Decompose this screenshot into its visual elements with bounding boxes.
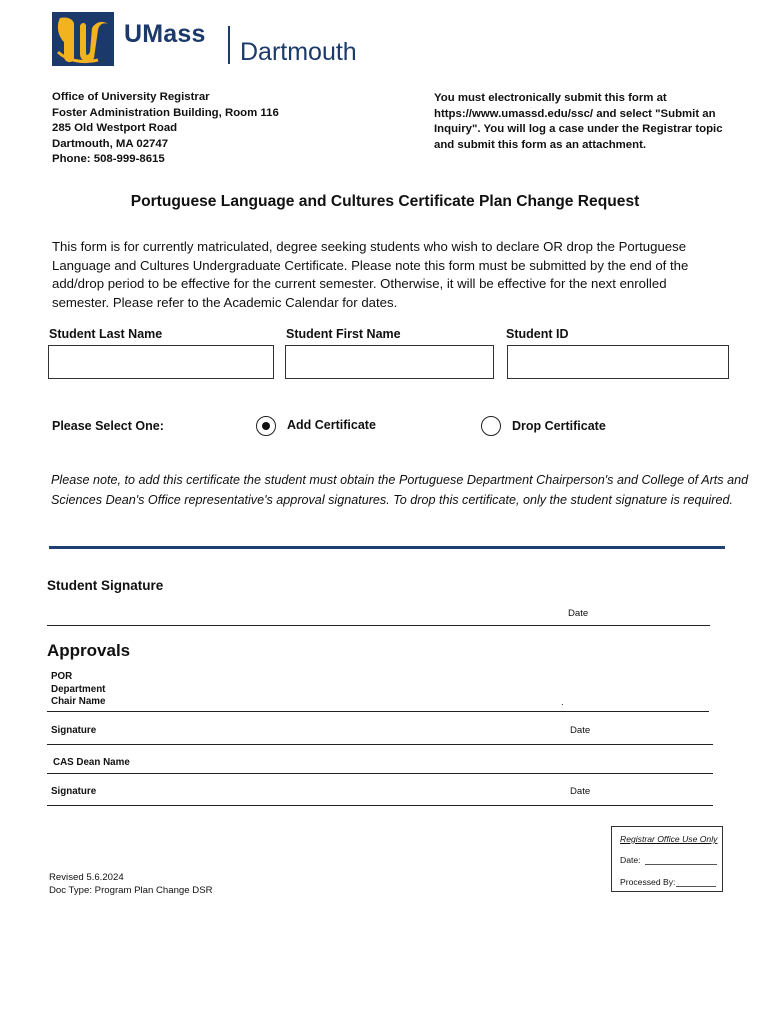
logo-campus-text: Dartmouth [240, 38, 357, 66]
student-id-label: Student ID [506, 327, 569, 341]
office-processed-line[interactable] [676, 886, 716, 887]
logo-umass-text: UMass [124, 20, 206, 48]
chair-signature-line[interactable] [47, 744, 713, 745]
registrar-address [52, 90, 279, 168]
office-processed-label: Processed By: [620, 877, 676, 887]
address-line: 285 Old Westport Road [52, 122, 178, 134]
por-label-line: Department [51, 683, 106, 695]
radio-selected-dot [262, 422, 270, 430]
office-use-title: Registrar Office Use Only [620, 834, 718, 844]
cas-signature-label: Signature [51, 786, 97, 797]
address-line: Foster Administration Building, Room 116 [52, 106, 279, 119]
add-certificate-label: Add Certificate [287, 418, 376, 432]
chair-signature-label: Signature [51, 725, 97, 736]
student-signature-heading: Student Signature [47, 578, 164, 593]
drop-certificate-radio[interactable] [481, 416, 501, 436]
chair-date-label: Date [570, 725, 591, 736]
first-name-field[interactable] [285, 345, 494, 379]
por-label-line: Chair Name [51, 696, 106, 707]
first-name-label: Student First Name [286, 327, 401, 341]
logo-divider [228, 26, 230, 64]
por-chair-label [51, 671, 105, 709]
chair-name-line[interactable] [47, 711, 709, 712]
student-id-field[interactable] [507, 345, 729, 379]
chair-name-dot: . [561, 697, 564, 708]
office-date-label: Date: [620, 855, 641, 865]
form-title: Portuguese Language and Cultures Certificate Plan Change Request [130, 193, 640, 210]
student-signature-line[interactable] [47, 625, 710, 626]
registrar-office-box [611, 826, 723, 892]
cas-dean-label: CAS Dean Name [53, 757, 130, 768]
form-intro: This form is for currently matriculated, degree seeking students who wish to declare OR drop the Portuguese Language and Cultures Undergraduate Certificate. Please note this form must be submitted by the end of the add/drop period to be effective for the current semester. Otherwise, it will be effective for the next enrolled semester. Please refer to the Academic Calendar for dates. [52, 239, 689, 310]
umass-logo-mark [52, 12, 114, 66]
last-name-field[interactable] [48, 345, 274, 379]
revision-info [49, 871, 213, 897]
doc-type: Doc Type: Program Plan Change DSR [49, 885, 213, 896]
select-one-label: Please Select One: [52, 419, 164, 433]
cas-dean-line[interactable] [47, 773, 713, 774]
por-label-line: POR [51, 671, 73, 682]
approvals-heading: Approvals [47, 641, 131, 660]
address-line: Office of University Registrar [52, 91, 210, 103]
drop-certificate-label: Drop Certificate [512, 419, 606, 433]
cas-signature-line[interactable] [47, 805, 713, 806]
office-date-line[interactable] [645, 864, 717, 865]
student-date-label: Date [568, 608, 589, 619]
revised-date: Revised 5.6.2024 [49, 872, 124, 883]
address-line: Phone: 508-999-8615 [52, 153, 165, 165]
section-divider [49, 546, 725, 549]
address-line: Dartmouth, MA 02747 [52, 137, 169, 150]
cas-date-label: Date [570, 786, 591, 797]
submission-notice: You must electronically submit this form at https://www.umassd.edu/ssc/ and select "Submit an Inquiry". You will log a case under the Registrar topic and submit this form as an attachment. [434, 92, 723, 151]
last-name-label: Student Last Name [49, 327, 163, 341]
add-certificate-radio[interactable] [256, 416, 276, 436]
approval-note: Please note, to add this certificate the student must obtain the Portuguese Department Chairperson's and College of Arts and Sciences Dean's Office representative's approval signatures. To drop this certificate, only the student signature is required. [51, 473, 749, 507]
